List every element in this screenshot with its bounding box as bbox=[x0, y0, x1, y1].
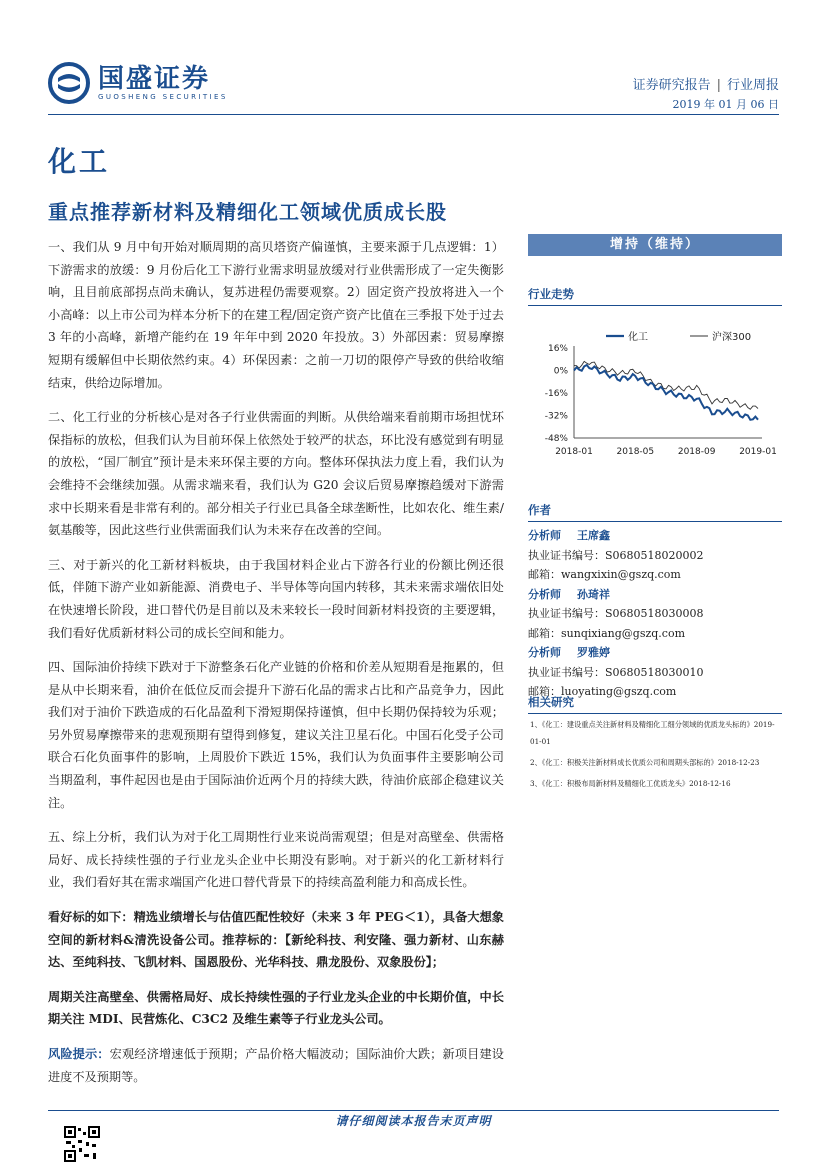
logo-name: 国盛证券 bbox=[98, 64, 211, 94]
risk-text: 宏观经济增速低于预期；产品价格大幅波动；国际油价大跌；新项目建设进度不及预期等。 bbox=[48, 1047, 504, 1084]
related-item[interactable]: 2、《化工：积极关注新材料成长优质公司和周期头部标的》2018-12-23 bbox=[530, 758, 760, 767]
paragraph: 五、综上分析，我们认为对于化工周期性行业来说尚需观望；但是对高壁垒、供需格局好、成长持续性强的子行业龙头企业中长期没有影响。对于新兴的化工新材料行业，我们看好其在需求端国产化进口替代背景下的持续高盈利能力和高成长性。 bbox=[48, 830, 504, 890]
y-tick-label: -32% bbox=[544, 411, 568, 422]
analyst-email[interactable]: 邮箱：sunqixiang@gszq.com bbox=[528, 626, 686, 640]
industry-title: 化工 bbox=[48, 145, 111, 178]
chart-axes bbox=[545, 344, 777, 457]
header-divider bbox=[48, 114, 779, 115]
y-tick-label: 16% bbox=[547, 344, 568, 354]
x-tick-label: 2018-09 bbox=[677, 447, 716, 457]
report-date: 2019 年 01 月 06 日 bbox=[672, 98, 779, 111]
analyst-cert: 执业证书编号：S0680518030010 bbox=[528, 665, 704, 679]
analyst-name: 罗雅婷 bbox=[577, 646, 610, 659]
analyst-list bbox=[528, 526, 782, 702]
author-title: 作者 bbox=[528, 502, 782, 522]
headline: 重点推荐新材料及精细化工领域优质成长股 bbox=[48, 200, 447, 224]
rating-badge: 增持（维持） bbox=[528, 234, 782, 256]
analyst-role: 分析师 bbox=[528, 529, 561, 542]
x-tick-label: 2018-05 bbox=[616, 447, 655, 457]
analyst-email[interactable]: 邮箱：luoyating@gszq.com bbox=[528, 685, 677, 698]
report-subtype: 行业周报 bbox=[726, 78, 779, 93]
report-type: 证券研究报告 | 行业周报 bbox=[632, 78, 779, 93]
paragraph: 二、化工行业的分析核心是对各子行业供需面的判断。从供给端来看前期市场担忧环保指标的放松，但我们认为目前环保上依然处于较严的状态，环比没有感觉到有明显的放松，“国厂制宜”预计是未来环保主要的方向。整体环保执法力度上看，我们认为会维持不会继续加强。从需求端来看，我们认为 G20 会议后贸易摩擦趋缓对下游需求中长期来看是非常有利的。部分相关子行业已具备全球垄断性，比如农化、维生素/氨基酸等，因此这些行业供需面我们认为未来存在改善的空间。 bbox=[48, 410, 504, 538]
trend-title: 行业走势 bbox=[528, 286, 782, 306]
company-logo bbox=[48, 62, 228, 104]
logo-english: GUOSHENG SECURITIES bbox=[98, 93, 228, 101]
risk-label: 风险提示： bbox=[48, 1047, 110, 1061]
legend-label: 沪深300 bbox=[712, 332, 752, 343]
risk-warning bbox=[48, 1043, 504, 1088]
analyst-role: 分析师 bbox=[528, 587, 561, 601]
related-item[interactable]: 3、《化工：积极布局新材料及精细化工优质龙头》2018-12-16 bbox=[530, 779, 731, 788]
trend-chart bbox=[528, 320, 782, 460]
analyst-email[interactable]: 邮箱：wangxixin@gszq.com bbox=[528, 568, 681, 581]
y-tick-label: 0% bbox=[553, 366, 568, 377]
paragraph: 一、我们从 9 月中旬开始对顺周期的高贝塔资产偏谨慎，主要来源于几点逻辑：1）下游需求的放缓：9 月份后化工下游行业需求明显放缓对行业供需形成了一定失衡影响，且目前底部拐点尚未确认，复苏进程仍需要观察。2）固定资产投放将进入一个小高峰：以上市公司为样本分析下的在建工程/固定资产资产比值在三季报下处于过去 3 年的小高峰，新增产能约在 19 年年中到 2020 年投放。3）外部因素：贸易摩擦短期有缓解但中长期依然约束。4）环保因素：之前一刀切的限停产导致的供给收缩结束，供给边际增加。 bbox=[48, 240, 504, 390]
series-line-chemical bbox=[574, 365, 758, 420]
main-body bbox=[48, 236, 504, 1100]
sidebar bbox=[528, 234, 782, 306]
paragraph: 四、国际油价持续下跌对于下游整条石化产业链的价格和价差从短期看是拖累的，但是从中长期来看，油价在低位反而会提升下游石化品的需求占比和产品竞争力，因此我们对于油价下跌造成的石化品盈利下滑短期保持谨慎，但中长期仍保持较为乐观；另外贸易摩擦带来的悲观预期有望得到修复，建议关注卫星石化。中国石化受子公司联合石化负面事件的影响，上周股价下跌近 15%，我们认为负面事件主要影响公司当期盈利，事件起因也是由于国际油价近两个月的持续大跌，待油价底部企稳建议关注。 bbox=[48, 660, 504, 810]
footer-disclaimer: 请仔细阅读本报告末页声明 bbox=[335, 1114, 492, 1128]
y-tick-label: -48% bbox=[544, 434, 568, 444]
analyst bbox=[528, 643, 782, 702]
x-tick-label: 2019-01 bbox=[739, 447, 777, 457]
logo-icon bbox=[48, 62, 90, 104]
cyclical-focus: 周期关注高壁垒、供需格局好、成长持续性强的子行业龙头企业的中长期价值，中长期关注 MDI、民营炼化、C3C2 及维生素等子行业龙头公司。 bbox=[48, 989, 504, 1027]
chart-legend bbox=[606, 330, 751, 343]
related-item[interactable]: 1、《化工：建设重点关注新材料及精细化工细分领域的优质龙头标的》2019-01-01 bbox=[530, 720, 775, 746]
related-title: 相关研究 bbox=[528, 694, 782, 714]
chart-series bbox=[574, 361, 758, 419]
y-tick-label: -16% bbox=[544, 389, 568, 399]
analyst-cert: 执业证书编号：S0680518030008 bbox=[528, 607, 704, 620]
analyst-cert: 执业证书编号：S0680518020002 bbox=[528, 548, 704, 562]
recommended-stocks: 看好标的如下：精选业绩增长与估值匹配性较好（未来 3 年 PEG＜1），具备大想象空间的新材料&清洗设备公司。推荐标的：【新纶科技、利安隆、强力新材、山东赫达、至纯科技、飞凯材料、国恩股份、光华科技、鼎龙股份、双象股份】； bbox=[48, 910, 504, 970]
paragraph: 三、对于新兴的化工新材料板块，由于我国材料企业占下游各行业的份额比例还很低，伴随下游产业如新能源、消费电子、半导体等向国内转移，其未来需求端依旧处在快速增长阶段，进口替代仍是目前以及未来较长一段时间新材料投资的主要逻辑，我们看好优质新材料公司的成长空间和能力。 bbox=[48, 557, 504, 640]
related-research-list bbox=[530, 716, 780, 796]
analyst-name: 孙琦祥 bbox=[577, 587, 610, 601]
footer-divider bbox=[48, 1110, 779, 1111]
analyst-role: 分析师 bbox=[528, 646, 561, 659]
qr-code-icon bbox=[64, 1126, 100, 1162]
analyst-name: 王席鑫 bbox=[577, 529, 610, 542]
series-line-hs300 bbox=[574, 361, 758, 409]
legend-label: 化工 bbox=[628, 332, 648, 343]
x-tick-label: 2018-01 bbox=[555, 447, 593, 457]
analyst bbox=[528, 526, 782, 585]
report-category: 证券研究报告 bbox=[632, 78, 711, 93]
analyst bbox=[528, 585, 782, 644]
